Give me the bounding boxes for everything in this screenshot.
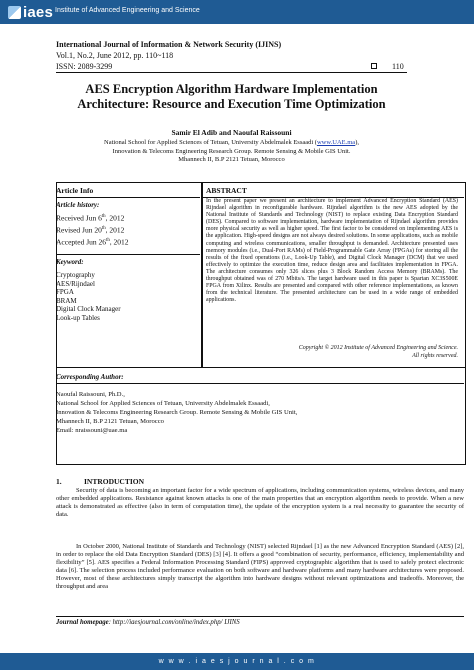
page-number: 110 <box>392 62 404 71</box>
copyright-notice <box>206 345 458 360</box>
article-info-rule <box>56 197 200 198</box>
corresponding-email[interactable]: Email: nraissouni@uae.ma <box>56 427 128 434</box>
abstract-heading: ABSTRACT <box>206 186 247 195</box>
corresponding-address: Mhannech II, B.P 2121 Tetuan, Morocco <box>56 418 164 425</box>
journal-homepage[interactable] <box>56 619 240 626</box>
iaes-logo <box>8 1 53 23</box>
section-title: INTRODUCTION <box>84 477 145 486</box>
intro-paragraph-1: Security of data is becoming an important factor for a wide spectrum of applications, including communication systems, wireless devices, and many other embedded applications. Resistance against known attacks is one of the main properties that an encryption algorithm needs to provide. When a new attack is demonstrated as effective (also in term of computation time), the update of the encryption system is a real necessity to guarantee the security of data. <box>56 487 464 518</box>
abstract-text: In the present paper we present an architecture to implement Advanced Encryption Standard (AES) Rijndael algorithm in reconfigurable hardware. Rijndael algorithm is the new AES adopted by the National Institute of Standards and Technology (NIST) to replace existing Data Encryption Standard (DES). Compared to software implementation, hardware implementation of Rijndael algorithm provides more physical security as well as higher speed. The first factor to be considered on implementing AES is the application. High-speed designs are not always desired solutions. In some applications, such as mobile computing and wireless communications, smaller throughput is demanded. Architecture presented uses memory modules (i.e., Dual-Port RAMs) of Field-Programmable Gate Array (FPGAs) for storing all the results of the fixed operations (i.e., Look-Up Table), and Digital Clock Manager (DCM) that we used effectively to optimize the execution time, reduce design area and facilitates implementation in FPGA. The architecture consumes only 326 slices plus 3 Block Random Access Memory (BRAMs). The throughput obtained was of 270 Mbits/s. The target hardware used in this paper is Spartan XC3S500E FPGA from Xilinx. Results are presented and compared with other reference implementations, as known from the technical literature. The presented architecture can be used in a wide range of embedded applications. <box>206 198 458 304</box>
header-divider <box>56 72 407 73</box>
corresponding-heading: Corresponding Author: <box>56 373 124 381</box>
homepage-label: Journal homepage <box>56 619 109 626</box>
publisher-footer-bar <box>0 653 474 670</box>
logo-text: iaes <box>23 3 53 21</box>
keyword-item: BRAM <box>56 296 77 305</box>
paper-title: AES Encryption Algorithm Hardware Implementation Architecture: Resource and Execution Time Optimization <box>77 82 386 111</box>
keyword-item: AES/Rijndael <box>56 279 95 288</box>
affiliation-line1-suffix: ), <box>355 139 359 146</box>
history-received: Received Jun 6th, 2012 <box>56 213 125 223</box>
history-heading: Article history: <box>56 201 100 209</box>
history-accepted: Accepted Jun 26th, 2012 <box>56 237 129 247</box>
keyword-item: Cryptography <box>56 271 95 279</box>
publisher-header-bar <box>0 0 474 24</box>
copyright-line2: All rights reserved. <box>412 352 458 359</box>
affiliation-link[interactable]: www.UAE.ma <box>316 139 356 146</box>
corresponding-rule <box>56 383 464 384</box>
corresponding-group: Innovation & Telecoms Engineering Research Group. Remote Sensing & Mobile GIS Unit, <box>56 409 298 416</box>
page-box-icon <box>371 63 377 69</box>
footer-divider <box>56 616 464 617</box>
footer-url[interactable]: w w w . i a e s j o u r n a l . c o m <box>158 658 316 665</box>
keyword-item: Digital Clock Manager <box>56 305 121 313</box>
homepage-url[interactable]: : http://iaesjournal.com/online/index.php/ IJINS <box>108 619 240 626</box>
intro-paragraph-2: In October 2000, National Institute of Standards and Technology (NIST) selected Rijndael [1] as the new Advanced Encryption Standard (AES) [2], in order to replace the old Data Encryption Standard (DES) [3] [4]. It offers a good “combination of security, performance, efficiency, implementability and flexibility” [5]. AES specifies a Federal Information Processing Standard (FIPS) approved cryptographic algorithm that is used to safely protect electronic data [6]. The selection process included performance evaluation on both software and hardware platforms and many hardware architectures were proposed. However, most of these architectures simply transcript the algorithm into hardware designs without relevant optimizations and tradeoffs. Moreover, the throughput and area <box>56 543 464 590</box>
corresponding-institution: National School for Applied Sciences of Tetuan, University Abdelmalek Essaadi, <box>56 400 270 407</box>
journal-issn: ISSN: 2089-3299 <box>56 62 113 71</box>
paper-affiliation <box>56 139 407 165</box>
keyword-item: FPGA <box>56 288 74 296</box>
keyword-rule <box>56 254 200 255</box>
section-number: 1. <box>56 477 62 486</box>
logo-subtitle: Institute of Advanced Engineering and Science <box>55 7 200 14</box>
introduction-heading <box>56 477 144 486</box>
journal-name: International Journal of Information & Network Security (IJINS) <box>56 40 282 49</box>
keyword-list <box>56 271 121 322</box>
article-info-heading: Article Info <box>56 186 94 195</box>
copyright-line1: Copyright © 2012 Institute of Advanced Engineering and Science. <box>298 345 458 351</box>
history-list <box>56 212 129 248</box>
keyword-heading: Keyword: <box>56 258 84 266</box>
journal-volume: Vol.1, No.2, June 2012, pp. 110~118 <box>56 51 174 60</box>
affiliation-line1-prefix: National School for Applied Sciences of Tetuan, University Abdelmalek Essaadi ( <box>104 139 317 146</box>
corresponding-name: Naoufal Raissouni, Ph.D., <box>56 391 125 398</box>
paper-authors: Samir El Adib and Naoufal Raissouni <box>171 128 292 137</box>
history-revised: Revised Jun 20th, 2012 <box>56 225 125 235</box>
affiliation-line3: Mhannech II, B.P 2121 Tetuan, Morocco <box>178 156 285 164</box>
keyword-item: Look-up Tables <box>56 313 100 322</box>
iaes-logo-icon <box>8 6 21 19</box>
corresponding-details <box>56 390 297 435</box>
affiliation-line2: Innovation & Telecoms Engineering Research Group. Remote Sensing & Mobile GIS Unit. <box>112 147 351 155</box>
